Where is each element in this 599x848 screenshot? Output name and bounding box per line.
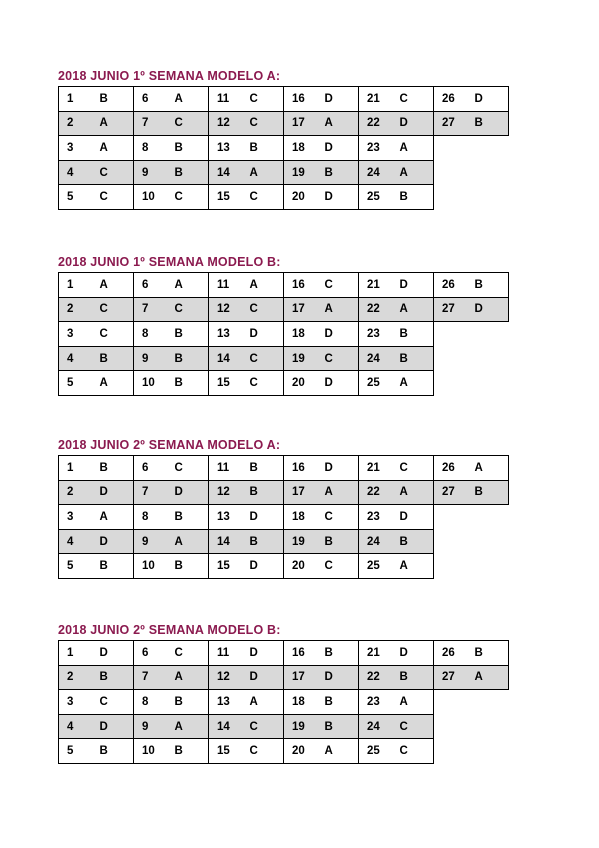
- answer-letter: D: [393, 111, 434, 136]
- answer-letter: C: [93, 322, 134, 347]
- table-row: [59, 739, 509, 764]
- answer-letter: B: [393, 529, 434, 554]
- question-number: 21: [359, 456, 393, 481]
- table-row: [59, 529, 509, 554]
- table-row: [59, 273, 509, 298]
- question-number: 19: [284, 529, 318, 554]
- question-number: 13: [209, 322, 243, 347]
- answer-letter: D: [243, 505, 284, 530]
- answer-letter: A: [168, 87, 209, 112]
- answer-letter: B: [93, 346, 134, 371]
- question-number: 27: [434, 297, 468, 322]
- question-number: 8: [134, 136, 168, 161]
- answer-letter: A: [168, 273, 209, 298]
- table-row: [59, 136, 509, 161]
- question-number: 25: [359, 185, 393, 210]
- answer-letter: B: [93, 739, 134, 764]
- table-row: [59, 111, 509, 136]
- answer-letter: A: [93, 111, 134, 136]
- question-number: 10: [134, 554, 168, 579]
- question-number: 12: [209, 665, 243, 690]
- answer-letter: B: [393, 346, 434, 371]
- answer-letter: A: [93, 505, 134, 530]
- question-number: 8: [134, 690, 168, 715]
- question-number: 6: [134, 87, 168, 112]
- answer-letter: D: [243, 322, 284, 347]
- question-number: 7: [134, 480, 168, 505]
- answer-letter: C: [243, 87, 284, 112]
- answer-letter: C: [318, 346, 359, 371]
- question-number: 16: [284, 273, 318, 298]
- question-number: 27: [434, 480, 468, 505]
- answer-letter: B: [318, 529, 359, 554]
- question-number: 20: [284, 185, 318, 210]
- question-number: 26: [434, 87, 468, 112]
- answer-letter: C: [393, 456, 434, 481]
- answer-letter: A: [393, 371, 434, 396]
- answer-table: [58, 272, 509, 396]
- answer-letter: D: [93, 480, 134, 505]
- answer-table: [58, 640, 509, 764]
- question-number: 19: [284, 346, 318, 371]
- answer-letter: D: [243, 665, 284, 690]
- answer-letter: C: [393, 87, 434, 112]
- answer-letter: B: [168, 136, 209, 161]
- question-number: 24: [359, 346, 393, 371]
- answer-letter: D: [318, 87, 359, 112]
- answer-letter: C: [93, 185, 134, 210]
- question-number: 18: [284, 690, 318, 715]
- question-number: 4: [59, 160, 93, 185]
- answer-key-section-3: [58, 437, 509, 579]
- answer-letter: A: [243, 160, 284, 185]
- answer-letter: B: [468, 480, 509, 505]
- answer-letter: A: [243, 690, 284, 715]
- answer-letter: D: [318, 185, 359, 210]
- answer-letter: A: [393, 554, 434, 579]
- table-row: [59, 456, 509, 481]
- question-number: 23: [359, 322, 393, 347]
- question-number: 17: [284, 297, 318, 322]
- question-number: 6: [134, 456, 168, 481]
- question-number: 11: [209, 273, 243, 298]
- question-number: 20: [284, 554, 318, 579]
- question-number: 11: [209, 641, 243, 666]
- answer-letter: A: [393, 690, 434, 715]
- answer-letter: D: [93, 641, 134, 666]
- answer-letter: B: [393, 665, 434, 690]
- question-number: 9: [134, 160, 168, 185]
- answer-table: [58, 455, 509, 579]
- question-number: 26: [434, 456, 468, 481]
- question-number: 17: [284, 111, 318, 136]
- empty-cell: [434, 714, 509, 739]
- question-number: 24: [359, 529, 393, 554]
- question-number: 6: [134, 273, 168, 298]
- question-number: 12: [209, 480, 243, 505]
- answer-letter: D: [318, 665, 359, 690]
- answer-letter: B: [318, 714, 359, 739]
- question-number: 7: [134, 665, 168, 690]
- answer-letter: A: [168, 529, 209, 554]
- answer-letter: B: [93, 87, 134, 112]
- question-number: 21: [359, 273, 393, 298]
- question-number: 15: [209, 371, 243, 396]
- answer-letter: B: [468, 273, 509, 298]
- question-number: 23: [359, 690, 393, 715]
- question-number: 1: [59, 641, 93, 666]
- question-number: 8: [134, 322, 168, 347]
- answer-letter: B: [243, 480, 284, 505]
- question-number: 5: [59, 371, 93, 396]
- answer-letter: C: [243, 297, 284, 322]
- empty-cell: [434, 371, 509, 396]
- answer-letter: A: [93, 136, 134, 161]
- question-number: 5: [59, 739, 93, 764]
- answer-letter: A: [168, 665, 209, 690]
- question-number: 24: [359, 714, 393, 739]
- question-number: 20: [284, 371, 318, 396]
- answer-letter: B: [168, 505, 209, 530]
- question-number: 22: [359, 111, 393, 136]
- answer-letter: B: [168, 554, 209, 579]
- question-number: 8: [134, 505, 168, 530]
- answer-letter: D: [393, 273, 434, 298]
- answer-letter: D: [318, 456, 359, 481]
- answer-letter: A: [393, 136, 434, 161]
- answer-key-section-4: [58, 622, 509, 764]
- empty-cell: [434, 160, 509, 185]
- section-title: 2018 JUNIO 2º SEMANA MODELO A:: [58, 438, 281, 452]
- answer-letter: C: [318, 554, 359, 579]
- table-row: [59, 690, 509, 715]
- empty-cell: [434, 322, 509, 347]
- answer-letter: A: [468, 665, 509, 690]
- question-number: 7: [134, 111, 168, 136]
- question-number: 14: [209, 346, 243, 371]
- question-number: 13: [209, 690, 243, 715]
- question-number: 12: [209, 111, 243, 136]
- question-number: 15: [209, 739, 243, 764]
- question-number: 10: [134, 185, 168, 210]
- question-number: 25: [359, 554, 393, 579]
- answer-letter: C: [393, 714, 434, 739]
- answer-letter: D: [318, 371, 359, 396]
- question-number: 2: [59, 665, 93, 690]
- answer-letter: B: [93, 554, 134, 579]
- question-number: 16: [284, 87, 318, 112]
- answer-letter: B: [243, 529, 284, 554]
- answer-letter: B: [168, 690, 209, 715]
- empty-cell: [434, 346, 509, 371]
- question-number: 5: [59, 185, 93, 210]
- empty-cell: [434, 690, 509, 715]
- answer-letter: D: [243, 554, 284, 579]
- answer-letter: C: [168, 456, 209, 481]
- answer-letter: B: [243, 136, 284, 161]
- answer-letter: C: [168, 641, 209, 666]
- answer-letter: D: [318, 136, 359, 161]
- empty-cell: [434, 554, 509, 579]
- answer-letter: B: [393, 322, 434, 347]
- question-number: 15: [209, 554, 243, 579]
- question-number: 5: [59, 554, 93, 579]
- question-number: 17: [284, 480, 318, 505]
- question-number: 15: [209, 185, 243, 210]
- answer-letter: D: [468, 297, 509, 322]
- question-number: 14: [209, 529, 243, 554]
- question-number: 14: [209, 714, 243, 739]
- answer-letter: C: [243, 714, 284, 739]
- answer-letter: B: [93, 456, 134, 481]
- question-number: 1: [59, 456, 93, 481]
- question-number: 22: [359, 665, 393, 690]
- answer-letter: D: [93, 714, 134, 739]
- answer-letter: B: [318, 690, 359, 715]
- question-number: 18: [284, 322, 318, 347]
- answer-letter: C: [93, 160, 134, 185]
- answer-letter: A: [318, 739, 359, 764]
- question-number: 3: [59, 690, 93, 715]
- question-number: 16: [284, 641, 318, 666]
- answer-letter: C: [243, 739, 284, 764]
- question-number: 11: [209, 456, 243, 481]
- answer-letter: A: [393, 160, 434, 185]
- empty-cell: [434, 529, 509, 554]
- question-number: 1: [59, 273, 93, 298]
- question-number: 25: [359, 371, 393, 396]
- question-number: 23: [359, 136, 393, 161]
- answer-letter: D: [243, 641, 284, 666]
- answer-letter: D: [318, 322, 359, 347]
- question-number: 13: [209, 136, 243, 161]
- answer-letter: B: [168, 371, 209, 396]
- table-row: [59, 297, 509, 322]
- answer-letter: C: [168, 185, 209, 210]
- answer-letter: B: [168, 739, 209, 764]
- answer-letter: C: [168, 297, 209, 322]
- answer-letter: B: [318, 160, 359, 185]
- question-number: 27: [434, 111, 468, 136]
- answer-letter: C: [393, 739, 434, 764]
- question-number: 4: [59, 346, 93, 371]
- table-row: [59, 714, 509, 739]
- question-number: 10: [134, 739, 168, 764]
- question-number: 27: [434, 665, 468, 690]
- table-row: [59, 87, 509, 112]
- question-number: 22: [359, 297, 393, 322]
- question-number: 14: [209, 160, 243, 185]
- table-row: [59, 665, 509, 690]
- answer-letter: B: [468, 111, 509, 136]
- answer-letter: C: [243, 185, 284, 210]
- answer-letter: B: [468, 641, 509, 666]
- question-number: 4: [59, 714, 93, 739]
- question-number: 26: [434, 273, 468, 298]
- answer-letter: B: [93, 665, 134, 690]
- answer-letter: C: [93, 297, 134, 322]
- table-row: [59, 185, 509, 210]
- question-number: 12: [209, 297, 243, 322]
- answer-letter: D: [468, 87, 509, 112]
- question-number: 19: [284, 160, 318, 185]
- answer-letter: C: [243, 371, 284, 396]
- question-number: 21: [359, 87, 393, 112]
- question-number: 18: [284, 505, 318, 530]
- answer-letter: A: [393, 297, 434, 322]
- table-row: [59, 371, 509, 396]
- answer-table: [58, 86, 509, 210]
- answer-letter: D: [393, 641, 434, 666]
- empty-cell: [434, 739, 509, 764]
- question-number: 13: [209, 505, 243, 530]
- empty-cell: [434, 185, 509, 210]
- question-number: 18: [284, 136, 318, 161]
- question-number: 25: [359, 739, 393, 764]
- question-number: 2: [59, 297, 93, 322]
- empty-cell: [434, 505, 509, 530]
- section-title: 2018 JUNIO 1º SEMANA MODELO A:: [58, 69, 281, 83]
- question-number: 24: [359, 160, 393, 185]
- answer-letter: A: [168, 714, 209, 739]
- table-row: [59, 554, 509, 579]
- answer-letter: B: [318, 641, 359, 666]
- question-number: 17: [284, 665, 318, 690]
- question-number: 7: [134, 297, 168, 322]
- question-number: 2: [59, 111, 93, 136]
- answer-letter: B: [168, 160, 209, 185]
- question-number: 9: [134, 346, 168, 371]
- table-row: [59, 160, 509, 185]
- answer-letter: B: [168, 346, 209, 371]
- question-number: 19: [284, 714, 318, 739]
- answer-letter: C: [243, 111, 284, 136]
- answer-key-section-1: [58, 68, 509, 210]
- question-number: 9: [134, 714, 168, 739]
- answer-letter: D: [168, 480, 209, 505]
- answer-letter: A: [318, 480, 359, 505]
- answer-key-section-2: [58, 254, 509, 396]
- question-number: 26: [434, 641, 468, 666]
- answer-letter: A: [393, 480, 434, 505]
- empty-cell: [434, 136, 509, 161]
- question-number: 2: [59, 480, 93, 505]
- answer-letter: C: [243, 346, 284, 371]
- question-number: 6: [134, 641, 168, 666]
- section-title: 2018 JUNIO 1º SEMANA MODELO B:: [58, 255, 281, 269]
- question-number: 20: [284, 739, 318, 764]
- answer-letter: A: [318, 111, 359, 136]
- answer-letter: C: [318, 273, 359, 298]
- question-number: 3: [59, 136, 93, 161]
- question-number: 23: [359, 505, 393, 530]
- answer-letter: C: [168, 111, 209, 136]
- question-number: 3: [59, 505, 93, 530]
- answer-letter: A: [243, 273, 284, 298]
- answer-letter: B: [393, 185, 434, 210]
- question-number: 22: [359, 480, 393, 505]
- table-row: [59, 641, 509, 666]
- answer-letter: A: [93, 273, 134, 298]
- question-number: 10: [134, 371, 168, 396]
- answer-letter: A: [93, 371, 134, 396]
- question-number: 9: [134, 529, 168, 554]
- answer-letter: B: [243, 456, 284, 481]
- question-number: 11: [209, 87, 243, 112]
- question-number: 21: [359, 641, 393, 666]
- answer-letter: C: [318, 505, 359, 530]
- question-number: 4: [59, 529, 93, 554]
- section-title: 2018 JUNIO 2º SEMANA MODELO B:: [58, 623, 281, 637]
- answer-letter: C: [93, 690, 134, 715]
- question-number: 3: [59, 322, 93, 347]
- answer-letter: D: [93, 529, 134, 554]
- question-number: 1: [59, 87, 93, 112]
- table-row: [59, 322, 509, 347]
- table-row: [59, 505, 509, 530]
- answer-letter: A: [318, 297, 359, 322]
- question-number: 16: [284, 456, 318, 481]
- table-row: [59, 346, 509, 371]
- answer-letter: A: [468, 456, 509, 481]
- answer-letter: D: [393, 505, 434, 530]
- table-row: [59, 480, 509, 505]
- answer-letter: B: [168, 322, 209, 347]
